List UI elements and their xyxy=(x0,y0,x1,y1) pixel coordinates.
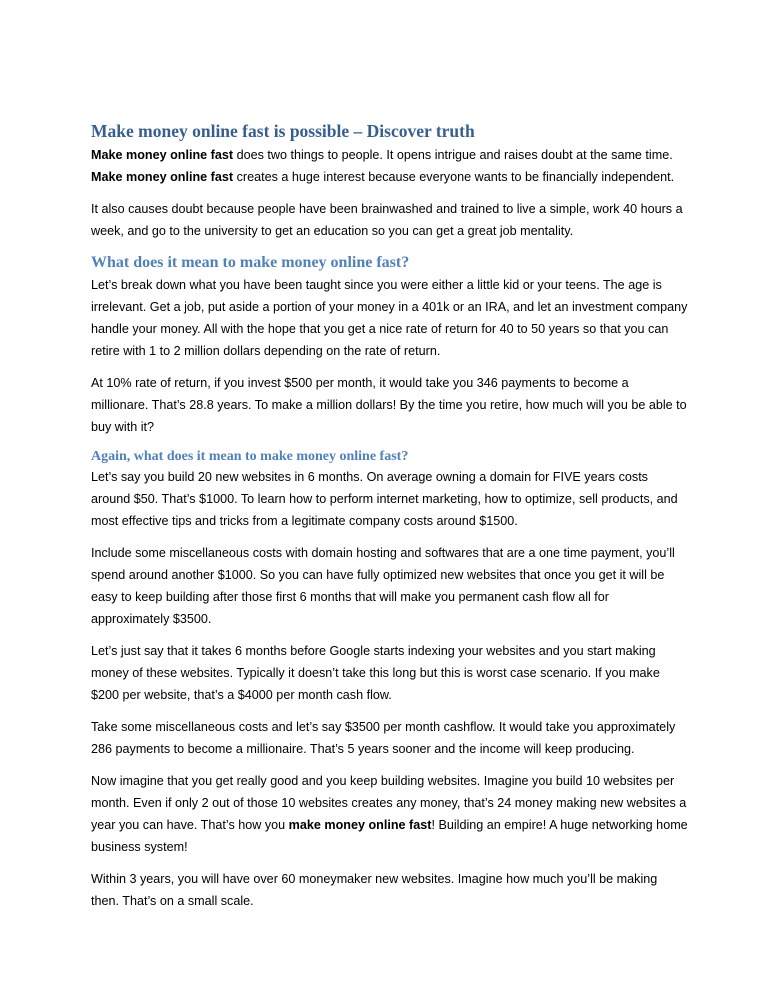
section2-paragraph-3: Let’s just say that it takes 6 months before Google starts indexing your websites and you start making money of these websites. Typically it doesn’t take this long but this is worst case scenario. If you make $200 per website, that’s a $4000 per month cash flow. xyxy=(91,644,660,702)
intro-keyword-1: Make money online fast xyxy=(91,148,234,162)
section2-heading: Again, what does it mean to make money online fast? xyxy=(91,449,409,464)
section2-p5-keyword: make money online fast xyxy=(288,818,432,832)
section2-paragraph-2: Include some miscellaneous costs with domain hosting and softwares that are a one time payment, you’ll spend around another $1000. So you can have fully optimized new websites that once you get it will be easy to keep building after those first 6 months that will make you permanent cash flow all for approximately $3500. xyxy=(91,546,675,626)
intro-text-1: does two things to people. It opens intrigue and raises doubt at the same time. xyxy=(233,148,673,162)
intro-paragraph-3: It also causes doubt because people have been brainwashed and trained to live a simple, work 40 hours a week, and go to the university to get an education so you can get a great job mentality. xyxy=(91,202,683,238)
section2-paragraph-1: Let’s say you build 20 new websites in 6 months. On average owning a domain for FIVE years costs around $50. That’s $1000. To learn how to perform internet marketing, how to optimize, sell products, and most effective tips and tricks from a legitimate company costs around $1500. xyxy=(91,470,678,528)
section1-paragraph-2: At 10% rate of return, if you invest $500 per month, it would take you 346 payments to become a millionare. That’s 28.8 years. To make a million dollars! By the time you retire, how much will you be able to buy with it? xyxy=(91,376,687,434)
section2-paragraph-6: Within 3 years, you will have over 60 moneymaker new websites. Imagine how much you’ll be making then. That’s on a small scale. xyxy=(91,872,658,908)
section2-p5-text-a: Now imagine that you get really good and you keep building websites. Imagine you build 10 websites per month. Even if only 2 out of those 10 websites creates any money, that’s 24 money making new websites a year you can have. That’s how you xyxy=(91,774,687,832)
intro-paragraph-2 xyxy=(91,166,688,188)
intro-keyword-2: Make money online fast xyxy=(91,170,234,184)
intro-paragraph-1 xyxy=(91,144,688,166)
document-title: Make money online fast is possible – Discover truth xyxy=(91,121,475,141)
section2-p5-text-b: ! Building an empire! A huge networking home business system! xyxy=(91,818,688,854)
section2-paragraph-5 xyxy=(91,770,688,858)
section1-heading: What does it mean to make money online fast? xyxy=(91,254,410,271)
intro-text-2: creates a huge interest because everyone wants to be financially independent. xyxy=(233,170,675,184)
section1-paragraph-1: Let’s break down what you have been taught since you were either a little kid or your teens. The age is irrelevant. Get a job, put aside a portion of your money in a 401k or an IRA, and let an investment company handle your money. All with the hope that you get a nice rate of return for 40 to 50 years so that you can retire with 1 to 2 million dollars depending on the rate of return. xyxy=(91,278,688,358)
section2-paragraph-4: Take some miscellaneous costs and let’s say $3500 per month cashflow. It would take you approximately 286 payments to become a millionaire. That’s 5 years sooner and the income will keep producing. xyxy=(91,720,676,756)
